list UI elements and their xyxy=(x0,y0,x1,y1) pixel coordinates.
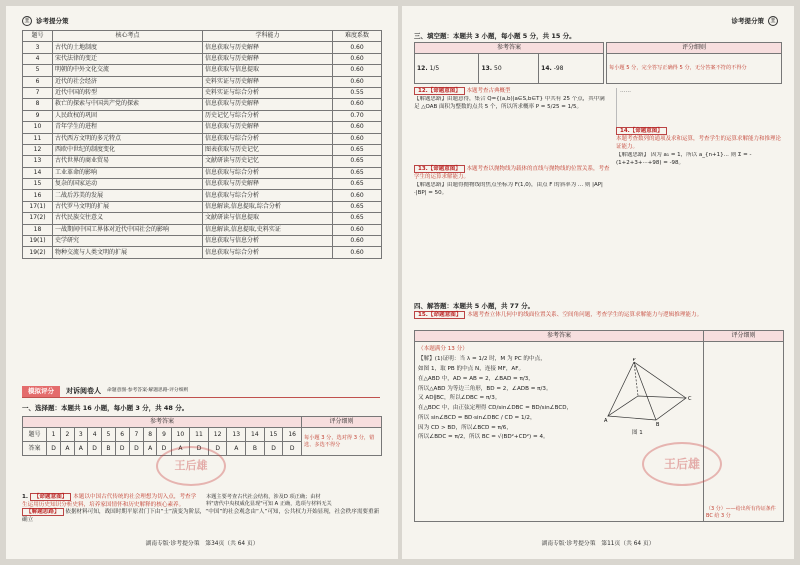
question-number: 1 xyxy=(47,428,61,442)
proof-line: 【解】(1)证明：当 λ = 1/2 时，M 为 PC 的中点， xyxy=(418,356,546,363)
proof-rubric-note: （3 分）——给出所有待证条件 BC 给 3 分 xyxy=(704,342,784,522)
table-cell: 信息获取与综合分析 xyxy=(203,190,333,201)
col-header: 难度系数 xyxy=(333,31,382,42)
ref-answer-header: 参考答案 xyxy=(415,43,604,54)
table-cell: 4 xyxy=(23,53,53,64)
ref-answer-header: 参考答案 xyxy=(23,417,302,428)
q15-label: 15.【命题意图】 xyxy=(414,311,465,319)
table-row xyxy=(23,133,382,144)
col-header: 核心考点 xyxy=(53,31,203,42)
table-cell: 3 xyxy=(23,42,53,53)
question-number: 12 xyxy=(208,428,227,442)
answer-cell: D xyxy=(283,442,302,456)
document-spread xyxy=(6,6,794,559)
right-page xyxy=(402,6,794,559)
table-cell: 14 xyxy=(23,167,53,178)
rubric-header: 评分细则 xyxy=(704,331,784,342)
q12-solution: 【解题思路】由题意得，集合 Q={(a,b)|a∈S,b∈T} 中共有 25 个点，其中满足 △OAB 面积为整数的点共 5 个，所以所求概率 P = 5/25 = 1/5。 xyxy=(414,95,605,110)
q1-solution-text: 依据材料可知，战国时期平原君门下由“士”演变为阶层，“中国”的社会观念由“人”可知，公共权力开始显现，社会秩序需要重新确立 xyxy=(22,509,380,523)
table-cell: 0.60 xyxy=(333,236,382,247)
table-cell: 15 xyxy=(23,179,53,190)
pyramid-figure xyxy=(598,358,694,428)
fill-rubric-text: 每小题 5 分，完全答写正确得 5 分，无分答案不符的不得分 xyxy=(607,54,782,84)
table-cell: 0.65 xyxy=(333,201,382,212)
table-cell: 史料实证与综合分析 xyxy=(203,87,333,98)
banner-tag: 模拟评分 xyxy=(22,386,60,397)
table-cell: 0.60 xyxy=(333,122,382,133)
question-number: 5 xyxy=(102,428,115,442)
table-row xyxy=(23,236,382,247)
table-cell: 13 xyxy=(23,156,53,167)
table-row xyxy=(23,87,382,98)
knowledge-table xyxy=(22,30,382,259)
table-cell: 19(1) xyxy=(23,236,53,247)
answer-cell: A xyxy=(61,442,74,456)
figure-caption: 图 1 xyxy=(632,430,643,436)
question-number: 15 xyxy=(264,428,283,442)
right-footer: 湖南专版·诊考提分策 第11页（共 64 页） xyxy=(541,541,655,548)
table-cell: 信息获取与历史解释 xyxy=(203,42,333,53)
table-cell: 古代的土地制度 xyxy=(53,42,203,53)
table-cell: 一战期间中国工界体对近代中国社会的影响 xyxy=(53,224,203,235)
table-cell: 古代罗马文明的扩展 xyxy=(53,201,203,212)
table-cell: 图表获取与历史记忆 xyxy=(203,144,333,155)
svg-text:B: B xyxy=(656,422,660,428)
question-number: 6 xyxy=(115,428,129,442)
col-header: 学科能力 xyxy=(203,31,333,42)
brand-logo-icon: 王 xyxy=(22,16,32,26)
table-header-row xyxy=(23,31,382,42)
fill-answer-table xyxy=(414,42,604,84)
table-cell: 10 xyxy=(23,122,53,133)
fill-item: 12. 1/5 xyxy=(415,54,479,84)
table-row xyxy=(23,167,382,178)
answer-cell: B xyxy=(246,442,265,456)
q14-intent: 本题考查数列的通项及求和运算，考查学生的运算求解能力和推理论证能力。 xyxy=(616,135,782,150)
table-row xyxy=(23,65,382,76)
table-cell: 人民政权的巩固 xyxy=(53,110,203,121)
q1-number: 1. xyxy=(22,494,29,500)
table-cell: 6 xyxy=(23,76,53,87)
row-label: 题号 xyxy=(23,428,47,442)
table-cell: 信息获取与信息分析 xyxy=(203,236,333,247)
proof-line: 在△ABD 中，AD = AB = 2，∠BAD = π/3， xyxy=(418,375,534,382)
table-cell: 17(2) xyxy=(23,213,53,224)
table-cell: 0.65 xyxy=(333,144,382,155)
right-column-analysis: …… 14.【命题意图】 本题考查数列的通项及求和运算，考查学生的运算求解能力和推理论证能力。 【解题思路】 因为 a₁ = 1，所以 a_{n+1}... 则 Σ = -(1+2+3+···+98) = -98。 xyxy=(616,88,784,252)
proof-line: 在△BDC 中，由正弦定理得 CD/sin∠DBC = BD/sin∠BCD， xyxy=(418,405,573,412)
table-cell: 0.65 xyxy=(333,213,382,224)
answer-cell: D xyxy=(208,442,227,456)
left-column-analysis xyxy=(414,88,610,262)
row-label: 答案 xyxy=(23,442,47,456)
table-row xyxy=(23,144,382,155)
table-cell: 文献研读与历史记忆 xyxy=(203,156,333,167)
table-row xyxy=(23,179,382,190)
ref-answer-header: 参考答案 xyxy=(415,331,704,342)
table-cell: 19(2) xyxy=(23,247,53,258)
table-cell: 物种交流与人类文明的扩展 xyxy=(53,247,203,258)
watermark-stamp xyxy=(642,442,722,486)
table-row xyxy=(23,122,382,133)
table-cell: 0.65 xyxy=(333,179,382,190)
svg-text:C: C xyxy=(688,396,692,402)
answer-cell: D xyxy=(129,442,143,456)
question-number: 13 xyxy=(227,428,246,442)
table-cell: 古代西方文明的多元特点 xyxy=(53,133,203,144)
answer-cell: A xyxy=(143,442,156,456)
table-cell: 17(1) xyxy=(23,201,53,212)
q1-solution-label: 【解题思路】 xyxy=(22,508,64,516)
table-cell: 信息获取与综合分析 xyxy=(203,133,333,144)
table-row xyxy=(23,99,382,110)
table-cell: 宋代法律的变迁 xyxy=(53,53,203,64)
answer-cell: A xyxy=(171,442,190,456)
table-row xyxy=(23,156,382,167)
table-cell: 信息获取与历史解释 xyxy=(203,179,333,190)
table-cell: 0.60 xyxy=(333,42,382,53)
q14-label: 14.【命题意图】 xyxy=(616,127,667,135)
section-banner xyxy=(22,386,380,398)
figure-edge xyxy=(608,362,634,416)
table-cell: 信息获取与信息提取 xyxy=(203,65,333,76)
rubric-header: 评分细则 xyxy=(607,43,782,54)
table-cell: 信息获取与历史解释 xyxy=(203,122,333,133)
section-title: 四、解答题：本题共 5 小题，共 77 分。 xyxy=(414,302,535,310)
question-number-row xyxy=(23,428,382,442)
table-row xyxy=(23,224,382,235)
right-header xyxy=(418,16,778,26)
answer-cell: B xyxy=(102,442,115,456)
answer-cell: D xyxy=(88,442,102,456)
left-footer: 湖南专版·诊考提分策 第34页（共 64 页） xyxy=(145,541,259,548)
table-cell: 0.55 xyxy=(333,87,382,98)
answer-cell: A xyxy=(74,442,87,456)
question-number: 8 xyxy=(143,428,156,442)
table-cell: 信息解读,信息提取,史料实证 xyxy=(203,224,333,235)
proof-line: 所以 sin∠BCD = BD·sin∠DBC / CD = 1/2， xyxy=(418,414,536,421)
col-header: 题号 xyxy=(23,31,53,42)
table-cell: 7 xyxy=(23,87,53,98)
q12-label: 12.【命题意图】 xyxy=(414,87,465,95)
section-title: 一、选择题：本题共 16 小题，每小题 3 分，共 48 分。 xyxy=(22,404,189,412)
table-cell: 信息解读,信息提取,综合分析 xyxy=(203,201,333,212)
right-header-title: 诊考提分策 xyxy=(731,16,764,25)
table-cell: 5 xyxy=(23,65,53,76)
fill-rubric-table xyxy=(606,42,782,84)
table-cell: 历史记忆与综合分析 xyxy=(203,110,333,121)
table-cell: 文献研读与信息提取 xyxy=(203,213,333,224)
table-row xyxy=(23,213,382,224)
proof-total: （本题满分 13 分） xyxy=(418,346,468,353)
table-cell: 0.60 xyxy=(333,76,382,87)
figure-edge xyxy=(634,362,686,398)
table-cell: 史料实证与历史解释 xyxy=(203,76,333,87)
q15-intent: 本题考查立体几何中的线面位置关系、空间角问题，考查学生的运算求解能力与逻辑推理能力。 xyxy=(467,312,703,318)
table-cell: 工业革命的影响 xyxy=(53,167,203,178)
q13-label: 13.【命题意图】 xyxy=(414,165,465,173)
q1-intent-line2: 生运用历史知识分析史料，培养家国情怀和历史解释的核心素养。 xyxy=(22,501,185,508)
question-number: 4 xyxy=(88,428,102,442)
table-cell: 0.60 xyxy=(333,53,382,64)
q14-solution: 【解题思路】 因为 a₁ = 1，所以 a_{n+1}... 则 Σ = -(1+2+3+···+98) = -98。 xyxy=(616,151,752,166)
fill-item: 14. -98 xyxy=(539,54,604,84)
figure-base xyxy=(608,396,686,420)
table-row xyxy=(23,201,382,212)
table-cell: 11 xyxy=(23,133,53,144)
answer-cell: D xyxy=(190,442,209,456)
left-header-title: 诊考提分策 xyxy=(36,16,69,25)
answer-cell: D xyxy=(47,442,61,456)
q1-intent-line1: 本题以中国古代传统的社会理想为切入点，考查学 xyxy=(73,494,197,500)
answer-cell: D xyxy=(115,442,129,456)
table-row xyxy=(23,190,382,201)
table-cell: 0.70 xyxy=(333,110,382,121)
q13-intent: 本题考查以抛物线为载体的直线与抛物线的位置关系，考查学生的运算求解能力。 xyxy=(414,165,610,180)
svg-text:A: A xyxy=(604,418,608,424)
choice-rubric-text: 每小题 3 分，选对得 3 分，错选、多选不得分 xyxy=(302,428,382,456)
proof-line: 如图 1，取 PB 的中点 N，连接 MF，AF。 xyxy=(418,365,525,372)
question-number: 7 xyxy=(129,428,143,442)
question-number: 9 xyxy=(157,428,171,442)
q15-intent-block xyxy=(414,312,784,320)
proof-line: 又 AD∥BC，所以∠DBC = π/3。 xyxy=(418,395,501,402)
banner-subtitle: 命题意图·参考答案·解题思路·评分细则 xyxy=(107,388,189,394)
q12-intent: 本题考查古典概型 xyxy=(466,88,511,94)
table-cell: 复杂的国家运动 xyxy=(53,179,203,190)
table-row xyxy=(23,42,382,53)
table-cell: 0.60 xyxy=(333,133,382,144)
question-number: 14 xyxy=(246,428,265,442)
table-cell: 0.60 xyxy=(333,247,382,258)
table-cell: 0.65 xyxy=(333,167,382,178)
question-number: 11 xyxy=(190,428,209,442)
table-cell: 8 xyxy=(23,99,53,110)
proof-line: 所以∠BDC = π/2，所以 BC = √(BD²+CD²) = 4。 xyxy=(418,434,549,441)
table-cell: 二战后苏美的发展 xyxy=(53,190,203,201)
table-cell: 西欧中世纪的制度变化 xyxy=(53,144,203,155)
question-number: 2 xyxy=(61,428,74,442)
table-cell: 古代世界的商业贸易 xyxy=(53,156,203,167)
table-cell: 9 xyxy=(23,110,53,121)
table-row xyxy=(23,110,382,121)
table-cell: 16 xyxy=(23,190,53,201)
q1-side-notes xyxy=(206,494,382,508)
table-cell: 18 xyxy=(23,224,53,235)
table-cell: 0.60 xyxy=(333,65,382,76)
brand-logo-icon: 王 xyxy=(768,16,778,26)
proof-line: 因为 CD > BD，所以∠BCD = π/6， xyxy=(418,424,512,431)
left-page xyxy=(6,6,398,559)
table-cell: 0.65 xyxy=(333,156,382,167)
q1-label: 【命题意图】 xyxy=(30,493,72,501)
answer-cell: D xyxy=(157,442,171,456)
svg-text:P: P xyxy=(632,358,636,363)
banner-title: 对诉阅卷人 xyxy=(66,386,101,395)
section-title: 三、填空题：本题共 3 小题，每小题 5 分，共 15 分。 xyxy=(414,32,576,40)
q1-mid-line2: 料"唐代中央权威化显现"可知 A 正确，选项与材料无关 xyxy=(206,501,332,508)
table-cell: 信息获取与历史解释 xyxy=(203,99,333,110)
table-row xyxy=(23,247,382,258)
answer-cell: A xyxy=(227,442,246,456)
watermark-stamp xyxy=(156,446,226,486)
table-cell: 12 xyxy=(23,144,53,155)
question-number: 3 xyxy=(74,428,87,442)
question-number: 10 xyxy=(171,428,190,442)
table-cell: 明朝的中外文化交流 xyxy=(53,65,203,76)
table-cell: 0.60 xyxy=(333,224,382,235)
q1-mid-line1: 本题主要考查古代社会结构，涉及D 项正确；由材 xyxy=(206,494,321,500)
answer-cell: D xyxy=(264,442,283,456)
left-header xyxy=(22,16,382,26)
table-cell: 信息获取与历史解释 xyxy=(203,53,333,64)
proof-line: 所以△ABD 为等边三角形，BD = 2，∠ADB = π/3。 xyxy=(418,385,552,392)
table-cell: 近代中国的转型 xyxy=(53,87,203,98)
rubric-header: 评分细则 xyxy=(302,417,382,428)
fill-item: 13. 50 xyxy=(479,54,539,84)
knowledge-table-body xyxy=(23,42,382,258)
question-number: 16 xyxy=(283,428,302,442)
table-cell: 0.60 xyxy=(333,99,382,110)
table-row xyxy=(23,53,382,64)
table-cell: 史学研究 xyxy=(53,236,203,247)
table-cell: 古代民族交往意义 xyxy=(53,213,203,224)
table-cell: 救亡的探索与中国共产党的探索 xyxy=(53,99,203,110)
table-cell: 近代的社会经济 xyxy=(53,76,203,87)
table-cell: 0.60 xyxy=(333,190,382,201)
table-cell: 信息获取与综合分析 xyxy=(203,247,333,258)
q13-solution: 【解题思路】由题得抛物线的焦点坐标为 F(1,0)，由点 F 的斜率为 ... 则 |AP|·|BP| = 50。 xyxy=(414,181,603,196)
table-cell: 青年学生的进程 xyxy=(53,122,203,133)
table-cell: 信息获取与综合分析 xyxy=(203,167,333,178)
table-row xyxy=(23,76,382,87)
stamp-text: 王后雄 xyxy=(174,458,208,472)
stamp-text: 王后雄 xyxy=(663,456,700,471)
